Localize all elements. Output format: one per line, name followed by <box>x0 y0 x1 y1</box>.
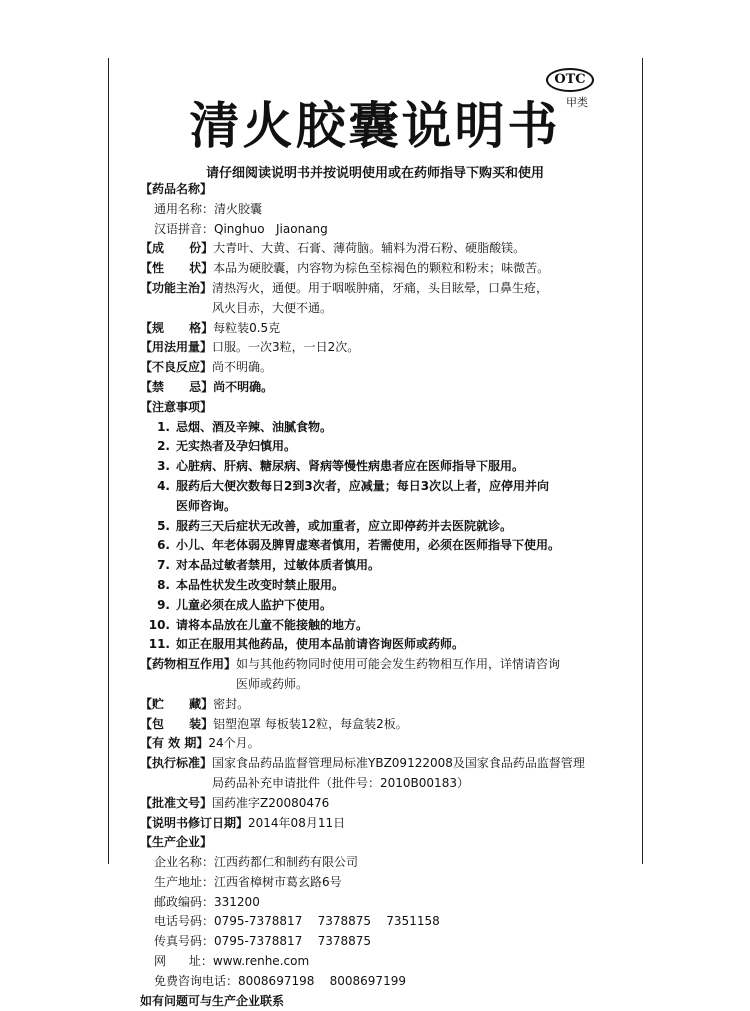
precaution-item <box>140 536 630 556</box>
precaution-item <box>140 635 630 655</box>
manufacturer-field <box>140 932 630 952</box>
section-value <box>212 338 630 358</box>
section-value-line: 本品为硬胶囊，内容物为棕色至棕褐色的颗粒和粉末；味微苦。 <box>213 261 550 276</box>
manufacturer-field <box>140 972 630 992</box>
otc-mark: OTC <box>546 68 594 92</box>
section-value-line: 密封。 <box>213 696 250 711</box>
section-value-line: 大青叶、大黄、石膏、薄荷脑。辅料为滑石粉、硬脂酸镁。 <box>213 241 526 256</box>
section-label: 【用法用量】 <box>140 340 213 355</box>
section-row <box>140 814 630 834</box>
manufacturer-field-value: www.renhe.com <box>212 954 310 969</box>
precaution-text <box>176 536 630 556</box>
precaution-number: 5. <box>157 518 170 533</box>
precaution-line: 心脏病、肝病、糖尿病、肾病等慢性病患者应在医师指导下服用。 <box>176 459 525 474</box>
precaution-number: 2. <box>157 439 170 454</box>
precaution-line: 忌烟、酒及辛辣、油腻食物。 <box>176 419 333 434</box>
precautions-list <box>140 418 630 656</box>
manufacturer-field-label: 电话号码： <box>154 914 215 929</box>
sections-block-1 <box>140 239 630 397</box>
section-row <box>140 378 630 398</box>
section-label: 【性 状】 <box>140 261 214 276</box>
manufacturer-field <box>140 952 630 972</box>
manufacturer-field-label: 生产地址： <box>154 874 215 889</box>
precaution-text <box>176 616 630 636</box>
section-label: 【批准文号】 <box>140 795 213 810</box>
precaution-text <box>176 477 630 517</box>
section-row <box>140 715 630 735</box>
section-value <box>208 734 630 754</box>
section-label: 【规 格】 <box>140 320 214 335</box>
section-label: 【功能主治】 <box>140 280 213 295</box>
precaution-text <box>176 635 630 655</box>
precaution-line: 儿童必须在成人监护下使用。 <box>176 597 333 612</box>
precaution-item <box>140 596 630 616</box>
pinyin-value: Qinghuo Jiaonang <box>214 221 328 236</box>
precaution-number: 10. <box>148 617 170 632</box>
manufacturer-field-value: 331200 <box>214 894 260 909</box>
section-value <box>212 279 630 319</box>
section-value <box>248 814 630 834</box>
section-value-line: 医师或药师。 <box>236 676 309 691</box>
precaution-text <box>176 576 630 596</box>
section-row <box>140 259 630 279</box>
section-value-line: 局药品补充申请批件（批件号：2010B00183） <box>212 775 469 790</box>
precaution-line: 小儿、年老体弱及脾胃虚寒者慎用，若需使用，必须在医师指导下使用。 <box>176 538 561 553</box>
precaution-text <box>176 457 630 477</box>
precaution-line: 服药三天后症状无改善，或加重者，应立即停药并去医院就诊。 <box>176 518 513 533</box>
precaution-number: 1. <box>157 419 170 434</box>
section-value <box>212 358 630 378</box>
section-value <box>213 319 630 339</box>
manufacturer-info <box>140 853 630 992</box>
precaution-line: 本品性状发生改变时禁止服用。 <box>176 577 345 592</box>
section-label: 【执行标准】 <box>140 756 213 771</box>
section-value <box>213 715 630 735</box>
section-value <box>213 695 630 715</box>
manufacturer-field-value: 0795-7378817 7378875 <box>214 934 372 949</box>
precaution-text <box>176 418 630 438</box>
section-label: 【贮 藏】 <box>140 696 214 711</box>
pinyin-label: 汉语拼音： <box>154 221 215 236</box>
section-label: 【禁 忌】 <box>140 379 214 394</box>
precaution-item <box>140 457 630 477</box>
precaution-number: 9. <box>157 597 170 612</box>
precaution-line: 无实热者及孕妇慎用。 <box>176 439 297 454</box>
otc-class-label: 甲类 <box>566 96 588 109</box>
precaution-number: 4. <box>157 478 170 493</box>
section-row <box>140 734 630 754</box>
pinyin-row <box>140 220 630 240</box>
manufacturer-field-label: 邮政编码： <box>154 894 215 909</box>
precaution-line: 服药后大便次数每日2到3次者，应减量；每日3次以上者，应停用并向 <box>176 478 550 493</box>
section-value-line: 清热泻火，通便。用于咽喉肿痛，牙痛，头目眩晕，口鼻生疮， <box>212 280 549 295</box>
manufacturer-field-value: 8008697198 8008697199 <box>238 973 406 988</box>
section-value-line: 风火目赤，大便不通。 <box>212 300 333 315</box>
footer-note <box>140 992 630 1011</box>
precaution-line: 医师咨询。 <box>176 498 237 513</box>
section-value-line: 铝塑泡罩 每板装12粒，每盒装2板。 <box>213 716 408 731</box>
common-name-label: 通用名称： <box>154 201 215 216</box>
common-name-row <box>140 200 630 220</box>
section-row <box>140 754 630 794</box>
manufacturer-field <box>140 893 630 913</box>
section-label: 【不良反应】 <box>140 360 213 375</box>
precaution-number: 8. <box>157 577 170 592</box>
section-row <box>140 695 630 715</box>
footer-text: 如有问题可与生产企业联系 <box>140 993 285 1008</box>
precaution-item <box>140 418 630 438</box>
precaution-number: 6. <box>157 538 170 553</box>
precaution-item <box>140 437 630 457</box>
precaution-line: 如正在服用其他药品，使用本品前请咨询医师或药师。 <box>176 637 465 652</box>
precaution-item <box>140 576 630 596</box>
manufacturer-field-label: 传真号码： <box>154 934 215 949</box>
section-value <box>213 239 630 259</box>
manufacturer-field <box>140 873 630 893</box>
section-label: 【成 份】 <box>140 241 214 256</box>
section-label: 【药物相互作用】 <box>140 657 237 672</box>
section-value <box>213 259 630 279</box>
common-name-value: 清火胶囊 <box>214 201 263 216</box>
section-row <box>140 655 630 695</box>
section-row <box>140 338 630 358</box>
precaution-number: 7. <box>157 558 170 573</box>
precaution-text <box>176 437 630 457</box>
section-row <box>140 319 630 339</box>
leaflet-content <box>140 180 630 1011</box>
precaution-item <box>140 616 630 636</box>
section-row <box>140 239 630 259</box>
document-title: 清火胶囊说明书 <box>189 97 561 155</box>
section-label: 【说明书修订日期】 <box>140 815 249 830</box>
manufacturer-header <box>140 833 630 853</box>
precautions-header <box>140 398 630 418</box>
document-subtitle: 请仔细阅读说明书并按说明使用或在药师指导下购买和使用 <box>205 166 544 181</box>
section-value-line: 如与其他药物同时使用可能会发生药物相互作用，详情请咨询 <box>236 657 561 672</box>
precaution-number: 3. <box>157 459 170 474</box>
precaution-line: 对本品过敏者禁用，过敏体质者慎用。 <box>176 558 381 573</box>
section-value-line: 国药准字Z20080476 <box>212 795 330 810</box>
section-row <box>140 279 630 319</box>
precaution-line: 请将本品放在儿童不能接触的地方。 <box>176 617 369 632</box>
section-label: 【注意事项】 <box>140 399 213 414</box>
section-value-line: 24个月。 <box>208 736 260 751</box>
precaution-item <box>140 517 630 537</box>
section-value <box>236 655 630 695</box>
section-value-line: 2014年08月11日 <box>248 815 346 830</box>
precaution-text <box>176 596 630 616</box>
precaution-number: 11. <box>148 637 170 652</box>
sections-block-2 <box>140 655 630 833</box>
precaution-text <box>176 556 630 576</box>
section-row <box>140 794 630 814</box>
section-row <box>140 358 630 378</box>
section-value-line: 尚不明确。 <box>212 360 273 375</box>
precaution-item <box>140 556 630 576</box>
manufacturer-field-value: 江西药都仁和制药有限公司 <box>214 855 359 870</box>
manufacturer-field-label: 企业名称： <box>154 855 215 870</box>
section-value <box>212 754 630 794</box>
precaution-text <box>176 517 630 537</box>
manufacturer-field-label: 网 址： <box>154 954 213 969</box>
section-value <box>213 378 630 398</box>
section-value-line: 国家食品药品监督管理局标准YBZ09122008及国家食品药品监督管理 <box>212 756 585 771</box>
section-value <box>212 794 630 814</box>
manufacturer-field-value: 江西省樟树市葛玄路6号 <box>214 874 342 889</box>
section-label: 【有 效 期】 <box>140 736 209 751</box>
manufacturer-field <box>140 853 630 873</box>
section-drug-name-header <box>140 180 630 200</box>
section-label: 【药品名称】 <box>140 182 213 196</box>
section-value-line: 口服。一次3粒，一日2次。 <box>212 340 360 355</box>
section-value-line: 每粒装0.5克 <box>213 320 281 335</box>
section-label: 【生产企业】 <box>140 835 213 850</box>
manufacturer-field-label: 免费咨询电话： <box>154 973 239 988</box>
manufacturer-field <box>140 912 630 932</box>
precaution-item <box>140 477 630 517</box>
section-value-line: 尚不明确。 <box>213 379 274 394</box>
section-label: 【包 装】 <box>140 716 214 731</box>
manufacturer-field-value: 0795-7378817 7378875 7351158 <box>214 914 440 929</box>
